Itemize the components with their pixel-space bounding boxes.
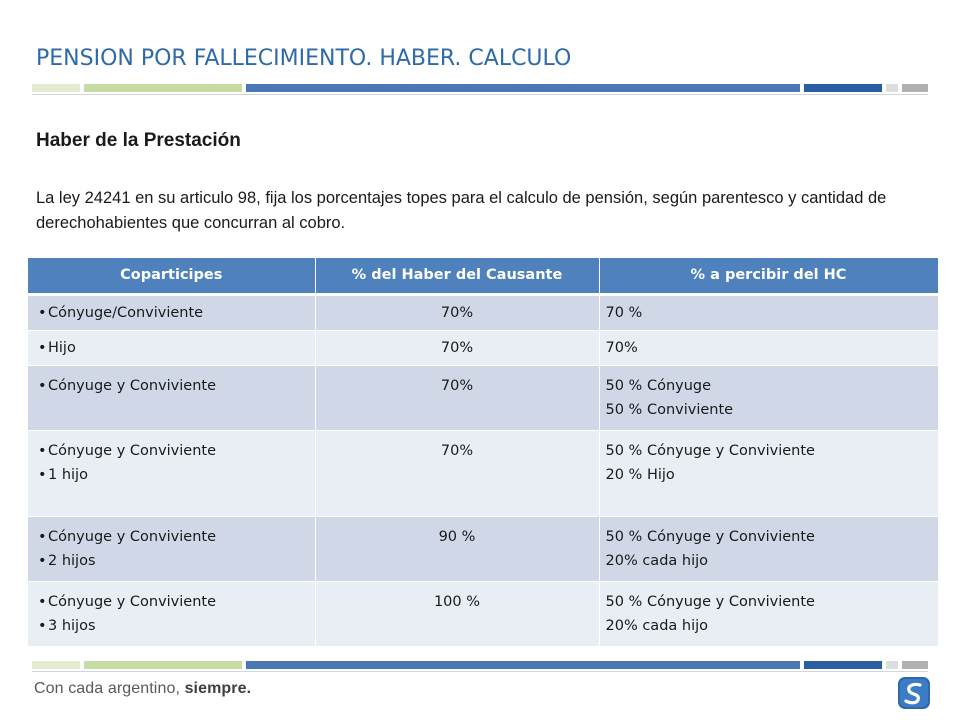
pension-table [28,258,939,647]
coparticipe-item: •Cónyuge y Conviviente [38,442,217,459]
table-row [28,294,938,330]
coparticipe-item: •Hijo [38,339,76,356]
percibir-line: 50 % Cónyuge y Conviviente [605,528,815,545]
percibir-line: 50 % Cónyuge [605,377,712,394]
haber-cell: 70% [315,430,599,516]
percibir-cell [599,330,938,365]
tagline-text: Con cada argentino, [34,680,181,697]
percibir-line: 50 % Conviviente [605,401,734,418]
coparticipes-cell [28,294,315,330]
haber-cell: 70% [315,294,599,330]
column-header-coparticipes: Coparticipes [28,258,315,294]
column-header-percibir: % a percibir del HC [599,258,938,294]
percibir-cell [599,516,938,581]
percibir-line: 20 % Hijo [605,466,675,483]
percibir-cell [599,430,938,516]
table-row [28,365,938,430]
header-stripe [32,84,928,92]
coparticipes-cell [28,330,315,365]
column-header-haber-causante: % del Haber del Causante [315,258,599,294]
coparticipes-cell [28,430,315,516]
percibir-cell [599,294,938,330]
percibir-cell [599,365,938,430]
percibir-cell [599,581,938,646]
table-row [28,330,938,365]
coparticipe-item: •Cónyuge y Conviviente [38,593,217,610]
table-row [28,581,938,646]
percibir-line: 50 % Cónyuge y Conviviente [605,593,815,610]
percibir-line: 70 % [605,304,643,321]
coparticipe-item: •3 hijos [38,617,96,634]
footer-tagline [34,680,251,698]
percibir-line: 70% [605,339,638,356]
coparticipes-cell [28,516,315,581]
percibir-line: 20% cada hijo [605,552,709,569]
section-subtitle: Haber de la Prestación [36,130,241,151]
coparticipes-cell [28,581,315,646]
percibir-line: 50 % Cónyuge y Conviviente [605,442,815,459]
coparticipes-cell [28,365,315,430]
tagline-bold-text: siempre. [184,680,252,697]
coparticipe-item: •Cónyuge y Conviviente [38,377,217,394]
haber-cell: 100 % [315,581,599,646]
coparticipe-item: •2 hijos [38,552,96,569]
haber-cell: 70% [315,330,599,365]
haber-cell: 90 % [315,516,599,581]
table-row [28,516,938,581]
coparticipe-item: •Cónyuge y Conviviente [38,528,217,545]
page-title: PENSION POR FALLECIMIENTO. HABER. CALCULO [36,46,572,71]
coparticipe-item: •1 hijo [38,466,88,483]
table-header-row [28,258,938,294]
coparticipe-item: •Cónyuge/Conviviente [38,304,204,321]
percibir-line: 20% cada hijo [605,617,709,634]
anses-logo-icon [898,677,930,709]
haber-cell: 70% [315,365,599,430]
table-row [28,430,938,516]
footer-stripe [32,661,928,669]
intro-paragraph: La ley 24241 en su articulo 98, fija los porcentajes topes para el calculo de pensión, según parentesco y cantidad de derechohabientes que concurran al cobro. [36,189,887,232]
